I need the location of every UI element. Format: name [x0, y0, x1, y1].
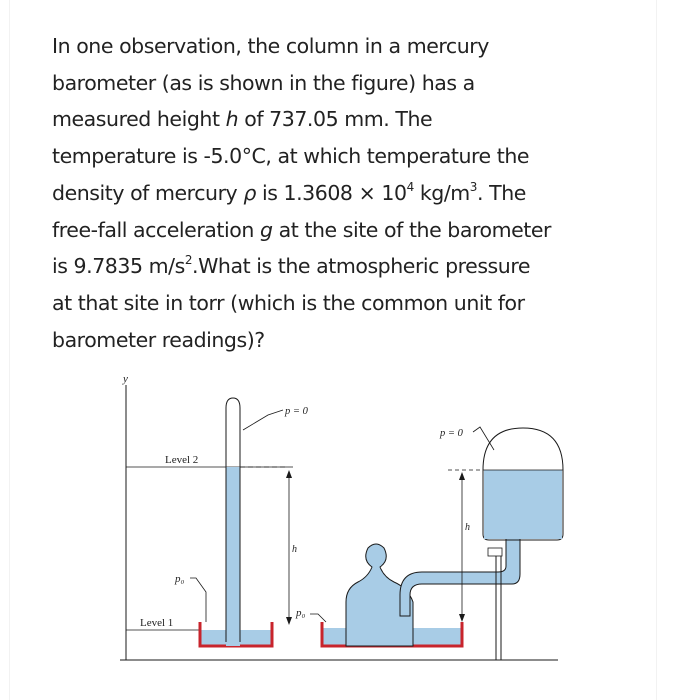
- level2-label: Level 2: [165, 454, 199, 466]
- p-zero-right-pointer: [473, 427, 494, 450]
- p0-left-label: p₀: [175, 573, 185, 585]
- reservoir-mercury: [484, 470, 562, 539]
- pipe-clamp: [488, 548, 502, 556]
- question-line-4: temperature is -5.0°C, at which temperature the: [52, 144, 530, 169]
- p-zero-right-label: p = 0: [440, 428, 463, 439]
- p-zero-left-pointer: [243, 410, 283, 430]
- h-right-label: h: [465, 522, 470, 533]
- h-left-label: h: [292, 544, 297, 555]
- question-line-3: measured height h of 737.05 mm. The: [52, 107, 433, 132]
- question-line-1: In one observation, the column in a mercury: [52, 34, 489, 58]
- p-zero-left-label: p = 0: [285, 406, 308, 417]
- p0-left-pointer: [190, 578, 206, 622]
- p0-center-label: p₀: [296, 607, 306, 619]
- left-tube-mercury: [226, 467, 240, 646]
- question-line-2: barometer (as is shown in the figure) has a: [52, 70, 475, 95]
- barometer-figure: [118, 370, 568, 670]
- y-axis-label: y: [123, 373, 128, 385]
- level1-label: Level 1: [140, 617, 174, 629]
- p0-center-pointer: [310, 614, 326, 622]
- g-symbol: g: [259, 217, 273, 242]
- question-line-7: is 9.7835 $m/s^2.What$ is the atmospheric pressure: [52, 253, 531, 279]
- question-text: [52, 28, 642, 358]
- question-line-9: barometer readings)?: [52, 327, 265, 352]
- h-symbol: h: [225, 107, 239, 132]
- question-line-8: at that site in torr (which is the common unit for: [52, 290, 525, 315]
- question-line-5: density of mercury ρ is $1.3608 \times 10^4$ $kg/m^3$. The: [52, 179, 526, 205]
- question-line-6: free-fall acceleration g at the site of the barometer: [52, 217, 552, 242]
- rho-symbol: ρ: [243, 180, 256, 205]
